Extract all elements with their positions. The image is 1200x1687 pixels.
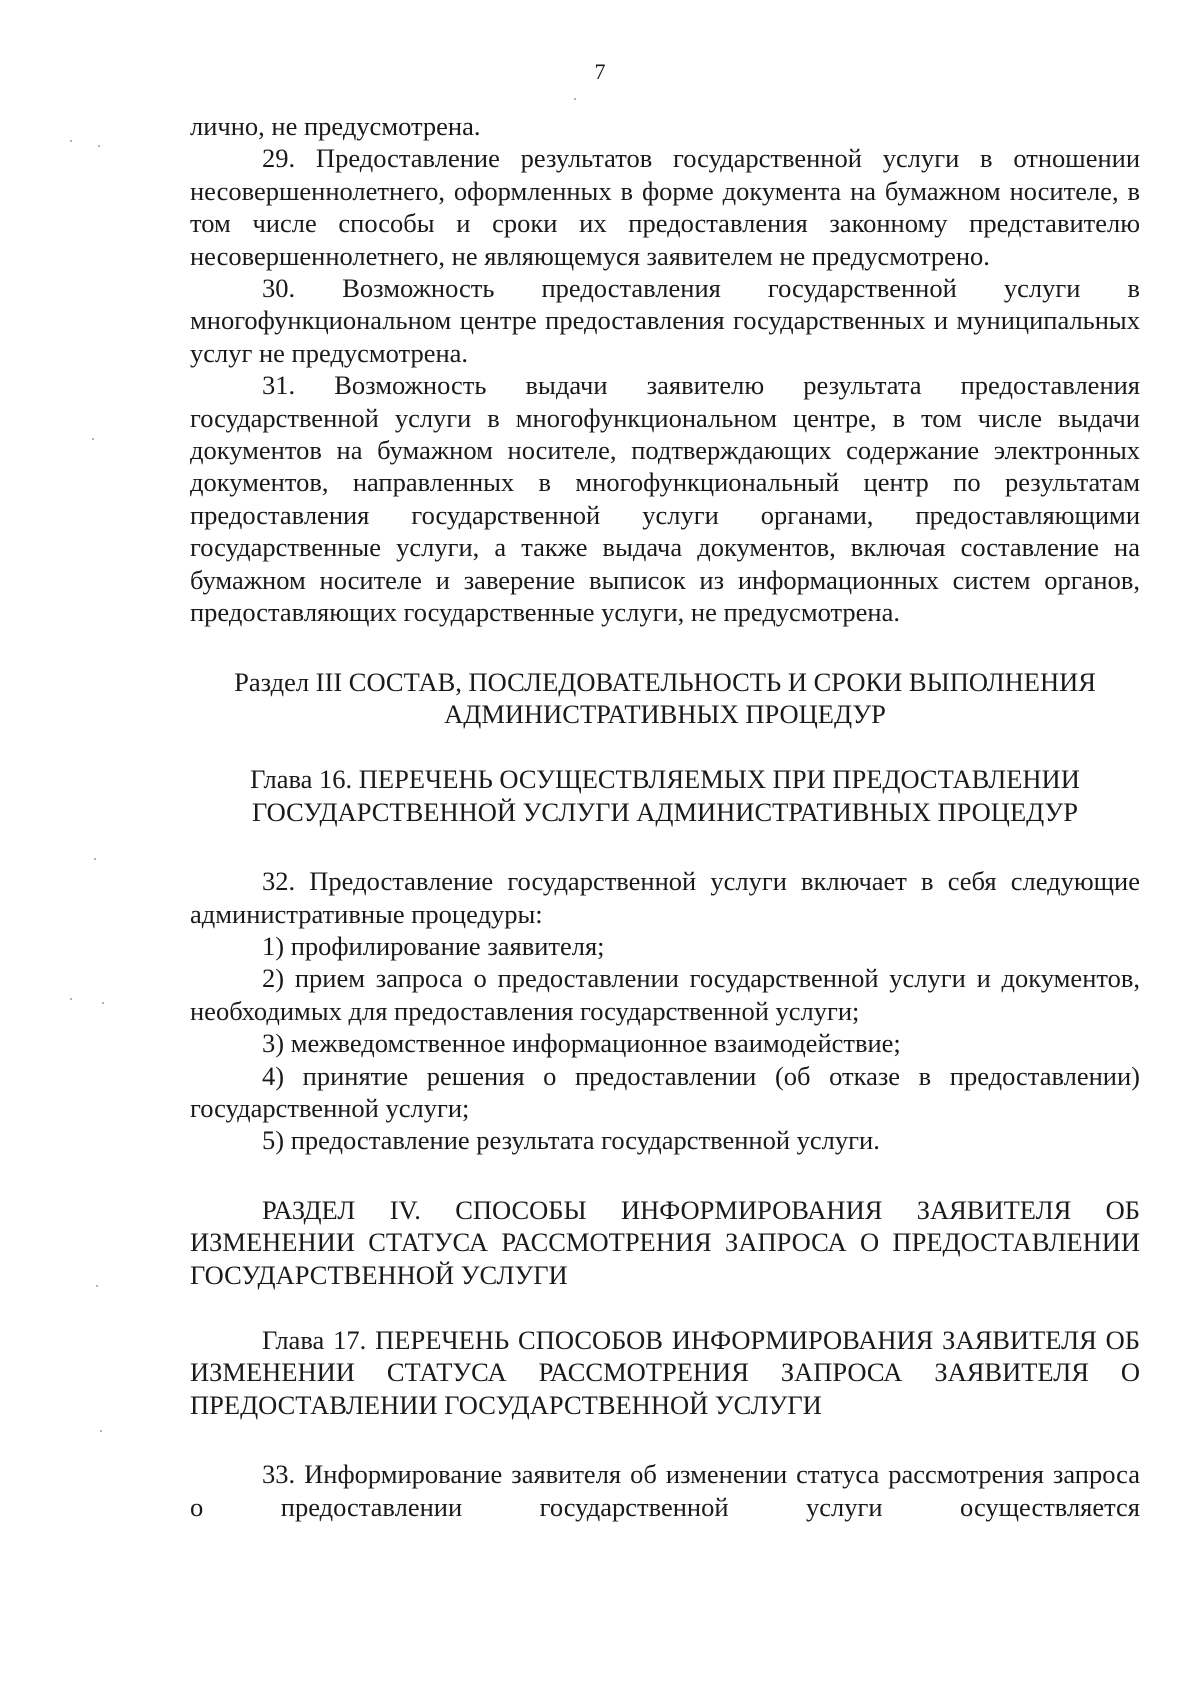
paragraph-29: 29. Предоставление результатов государственной услуги в отношении несовершеннолетнего, оформленных в форме документа на бумажном носителе, в том числе способы и сроки их предоставления законному представителю несовершеннолетнего, не являющемуся заявителем не предусмотрено.: [190, 143, 1140, 271]
paragraph-31: 31. Возможность выдачи заявителю результата предоставления государственной услуги в многофункциональном центре, в том числе выдачи документов на бумажном носителе, подтверждающих содержание электронных документов, направленных в многофункциональный центр по результатам предоставления государственной услуги органами, предоставляющими государственные услуги, а также выдача документов, включая составление на бумажном носителе и заверение выписок из информационных систем органов, предоставляющих государственные услуги, не предусмотрена.: [190, 370, 1140, 628]
paragraph-30: 30. Возможность предоставления государственной услуги в многофункциональном центре предоставления государственных и муниципальных услуг не предусмотрена.: [190, 273, 1140, 368]
paragraph-32-intro: 32. Предоставление государственной услуги включает в себя следующие административные процедуры:: [190, 866, 1140, 929]
section-4-heading: РАЗДЕЛ IV. СПОСОБЫ ИНФОРМИРОВАНИЯ ЗАЯВИТЕЛЯ ОБ ИЗМЕНЕНИИ СТАТУСА РАССМОТРЕНИЯ ЗАПРОСА О ПРЕДОСТАВЛЕНИИ ГОСУДАРСТВЕННОЙ УСЛУГИ: [190, 1194, 1140, 1290]
page-number: 7: [594, 59, 606, 84]
list-item: 5) предоставление результата государственной услуги.: [262, 1125, 880, 1156]
paragraph-28-end: лично, не предусмотрена.: [190, 111, 481, 141]
list-item: 2) прием запроса о предоставлении государственной услуги и документов, необходимых для предоставления государственной услуги;: [190, 963, 1140, 1026]
list-item: 3) межведомственное информационное взаимодействие;: [262, 1028, 901, 1059]
chapter-16-heading-line-2: ГОСУДАРСТВЕННОЙ УСЛУГИ АДМИНИСТРАТИВНЫХ ПРОЦЕДУР: [251, 796, 1079, 827]
section-3-heading-line-1: Раздел III СОСТАВ, ПОСЛЕДОВАТЕЛЬНОСТЬ И СРОКИ ВЫПОЛНЕНИЯ: [234, 666, 1096, 697]
chapter-16-heading: [190, 763, 1140, 828]
section-3-heading-line-2: АДМИНИСТРАТИВНЫХ ПРОЦЕДУР: [444, 698, 886, 729]
chapter-17-heading: Глава 17. ПЕРЕЧЕНЬ СПОСОБОВ ИНФОРМИРОВАНИЯ ЗАЯВИТЕЛЯ ОБ ИЗМЕНЕНИИ СТАТУСА РАССМОТРЕНИЯ ЗАПРОСА ЗАЯВИТЕЛЯ О ПРЕДОСТАВЛЕНИИ ГОСУДАРСТВЕННОЙ УСЛУГИ: [190, 1325, 1140, 1420]
list-item: 4) принятие решения о предоставлении (об отказе в предоставлении) государственной услуги;: [190, 1060, 1140, 1123]
list-item: 1) профилирование заявителя;: [262, 930, 605, 961]
section-3-heading: [190, 666, 1140, 731]
chapter-16-heading-line-1: Глава 16. ПЕРЕЧЕНЬ ОСУЩЕСТВЛЯЕМЫХ ПРИ ПРЕДОСТАВЛЕНИИ: [250, 764, 1080, 795]
document-body: [190, 110, 1140, 1523]
paragraph-33: 33. Информирование заявителя об изменении статуса рассмотрения запроса о предоставлении государственной услуги осуществляется: [190, 1459, 1140, 1522]
